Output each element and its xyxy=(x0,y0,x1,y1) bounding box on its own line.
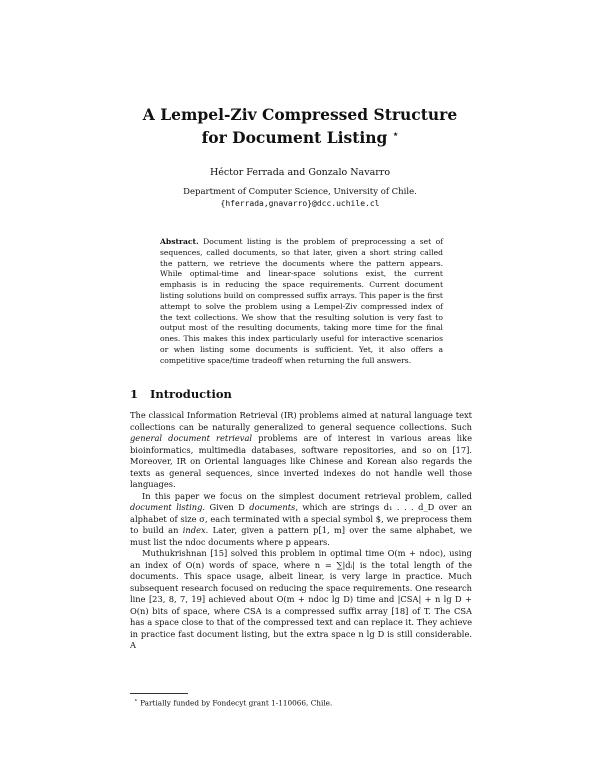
section-number: 1 xyxy=(130,387,139,401)
title-footnote-mark: ⋆ xyxy=(392,130,399,140)
body-text xyxy=(130,410,472,652)
title-line-2: for Document Listing xyxy=(201,128,388,148)
affiliation: Department of Computer Science, University of Chile. xyxy=(183,187,417,197)
author-email: {hferrada,gnavarro}@dcc.uchile.cl xyxy=(220,199,380,208)
footnote xyxy=(134,697,332,707)
footnote-text: Partially funded by Fondecyt grant 1-110066, Chile. xyxy=(140,698,333,708)
paper-title xyxy=(0,105,600,148)
paragraph: In this paper we focus on the simplest document retrieval problem, called document listing. Given D documents, which are strings d₁ . . . d_D over an alphabet of size σ, each terminated with a special symbol $, we preprocess them to build an index. Later, given a pattern p[1, m] over the same alphabet, we must list the ndoc documents where p appears. xyxy=(130,490,472,547)
abstract-label: Abstract. xyxy=(160,237,199,246)
paragraph: The classical Information Retrieval (IR) problems aimed at natural language text collections can be naturally generalized to general sequence collections. Such general document retrieval problems are of interest in various areas like bioinformatics, multimedia databases, software repositories, and so on [17]. Moreover, IR on Oriental languages like Chinese and Korean also regards the texts as general sequences, since inverted indexes do not handle well those languages. xyxy=(130,410,472,489)
affiliation-block xyxy=(0,186,600,210)
abstract xyxy=(160,237,443,367)
paragraph: Muthukrishnan [15] solved this problem in optimal time O(m + ndoc), using an index of O(n) words of space, where n = ∑|dᵢ| is the total length of the documents. This space usage, albeit linear, is very large in practice. Much subsequent research focused on reducing the space requirements. One research line [23, 8, 7, 19] achieved about O(m + ndoc lg D) time and |CSA| + n lg D + O(n) bits of space, where CSA is a compressed suffix array [18] of T. The CSA has a space close to that of the compressed text and can replace it. They achieve in practice fast document listing, but the extra space n lg D is still considerable. A xyxy=(130,548,472,650)
footnote-rule xyxy=(130,693,188,694)
title-line-1: A Lempel-Ziv Compressed Structure xyxy=(142,105,458,124)
section-title: Introduction xyxy=(150,387,232,401)
author-list: Héctor Ferrada and Gonzalo Navarro xyxy=(209,167,391,178)
section-heading xyxy=(130,387,232,401)
abstract-text: Document listing is the problem of preprocessing a set of sequences, called documents, so that later, given a short string called the pattern, we retrieve the documents where the pattern appears. While optimal-time and linear-space solutions exist, the current emphasis is in reducing the space requirements. Current document listing solutions build on compressed suffix arrays. This paper is the first attempt to solve the problem using a Lempel-Ziv compressed index of the text collections. We show that the resulting solution is very fast to output most of the resulting documents, taking more time for the final ones. This makes this index particularly useful for interactive scenarios or when listing some documents is sufficient. Yet, it also offers a competitive space/time tradeoff when returning the full answers. xyxy=(160,237,444,365)
footnote-mark: ⋆ xyxy=(134,697,138,704)
